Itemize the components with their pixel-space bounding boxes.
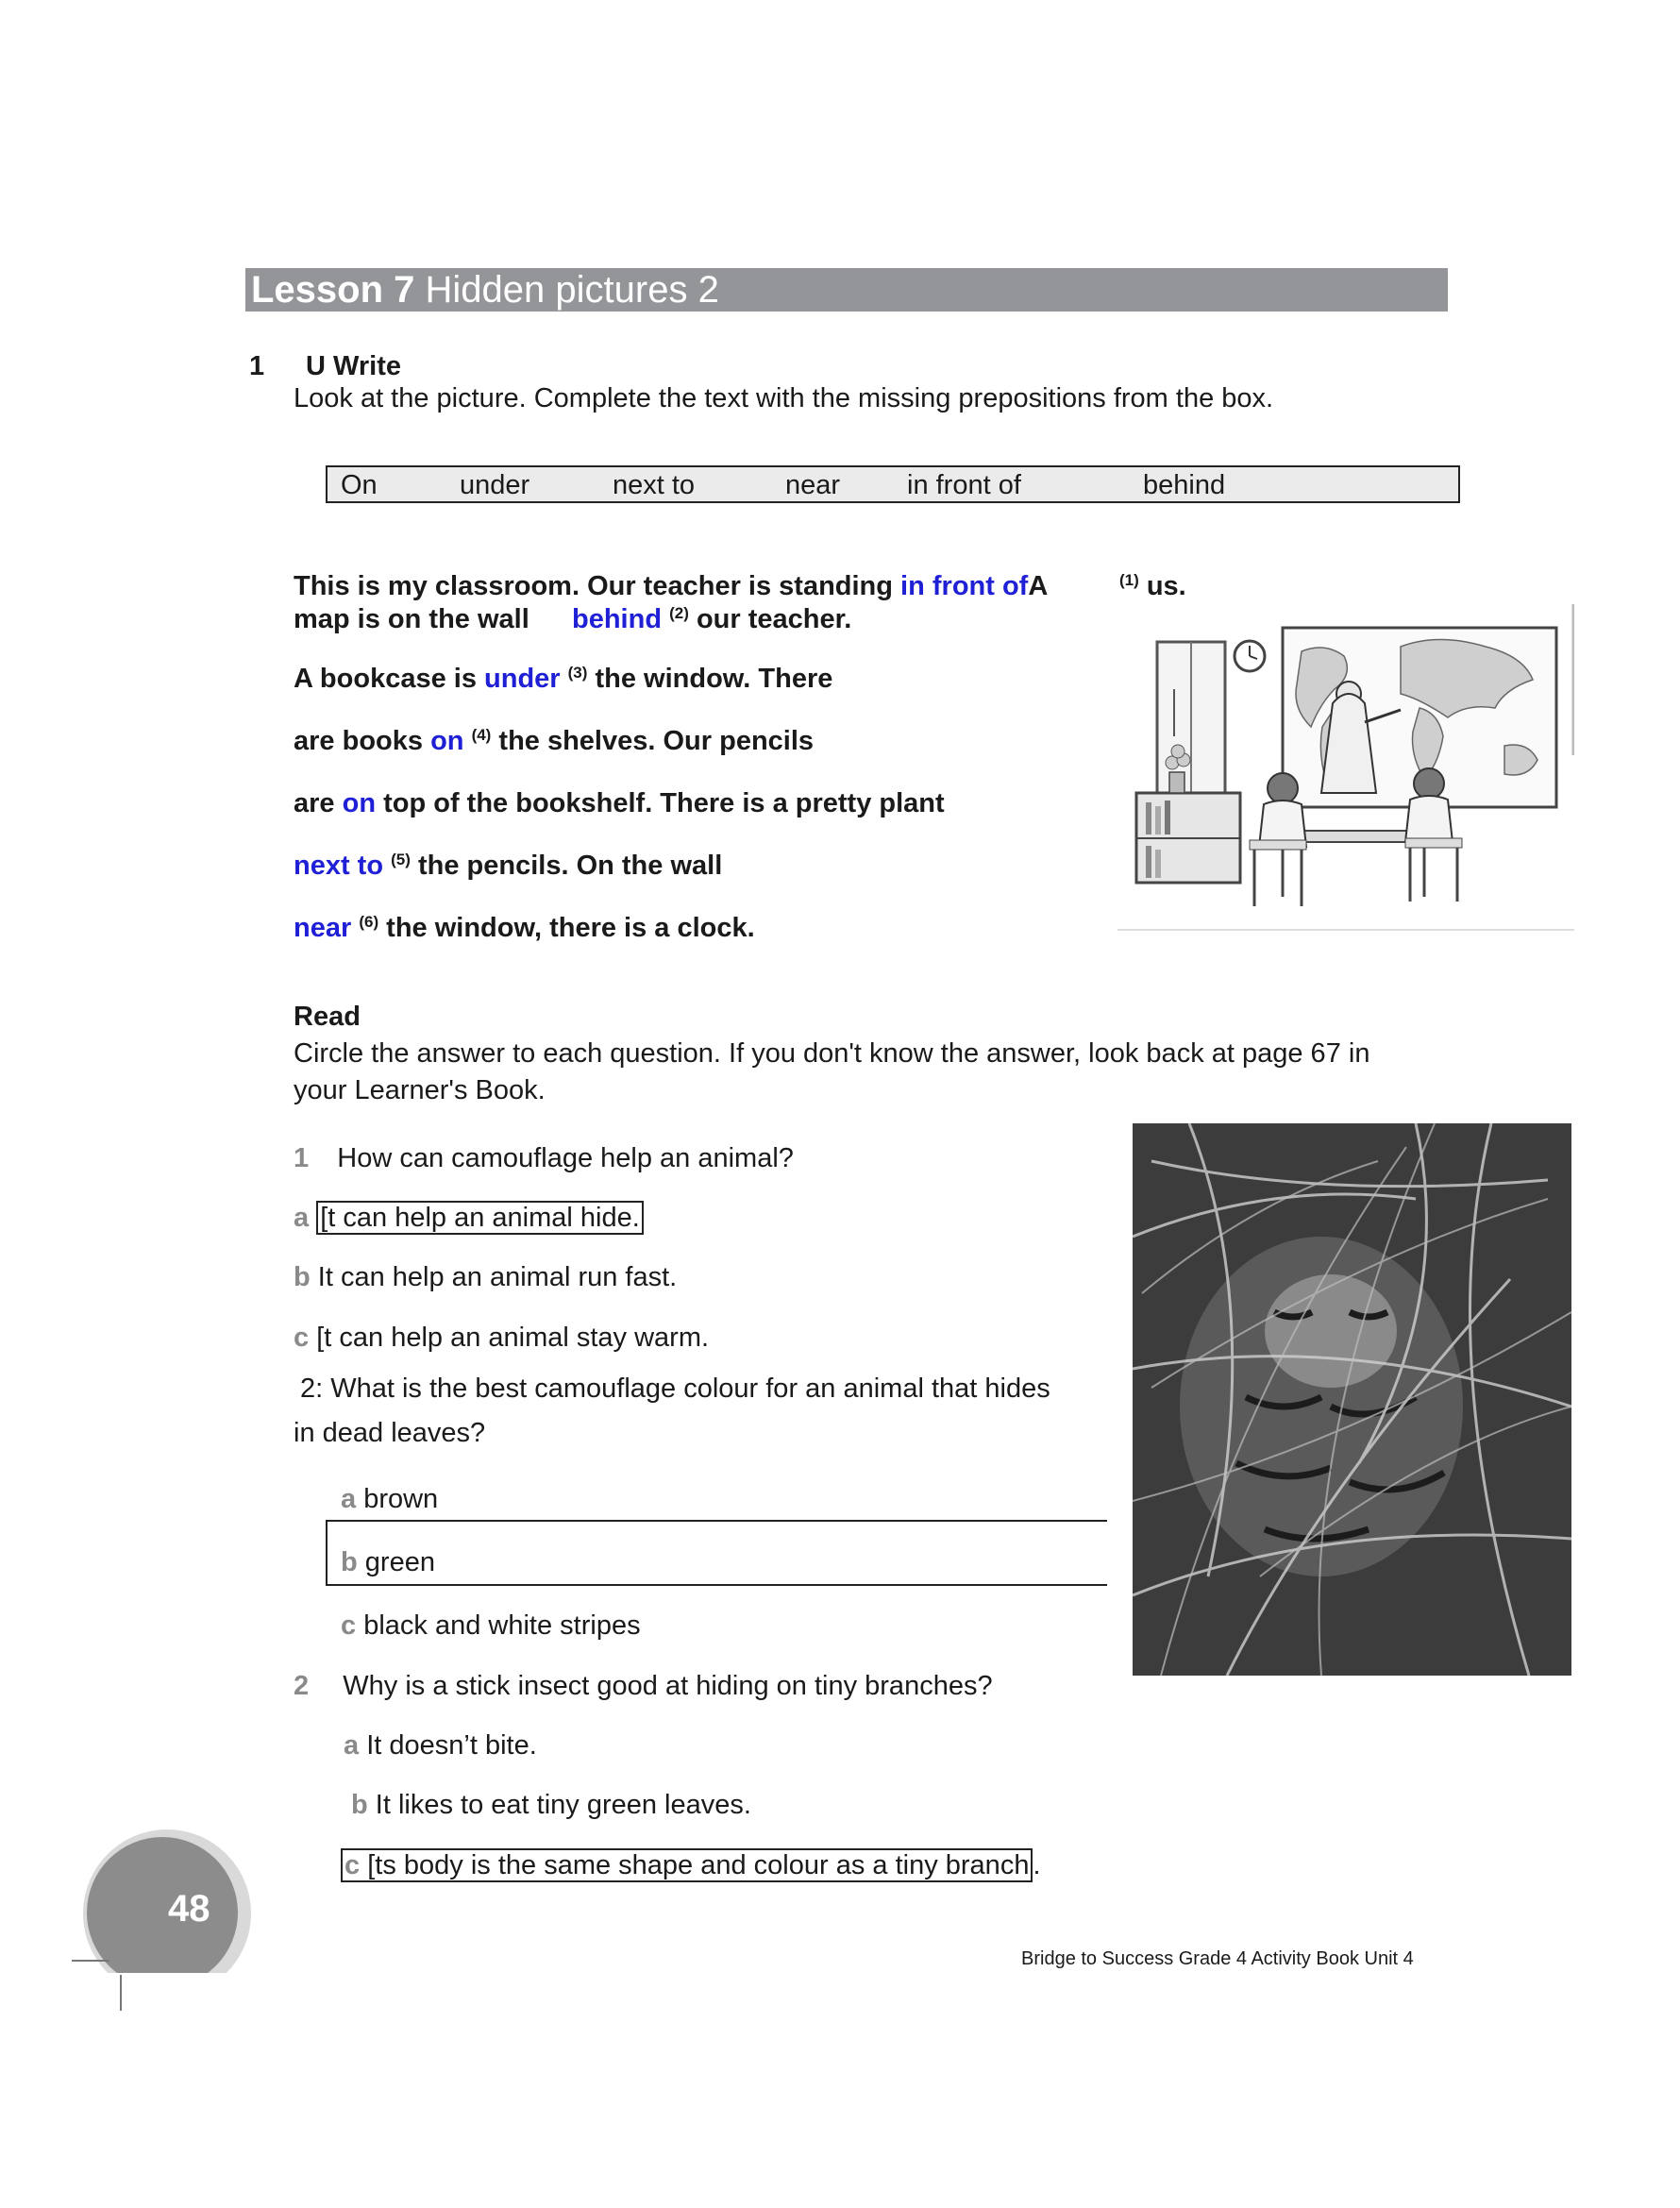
classroom-illustration bbox=[1117, 604, 1574, 931]
read-instruction-line-1: Circle the answer to each question. If you don't know the answer, look back at page 67 in bbox=[294, 1038, 1370, 1069]
word-box-item: On bbox=[341, 470, 378, 500]
q2-option-c[interactable] bbox=[341, 1848, 1041, 1882]
answer-2: behind bbox=[572, 604, 663, 634]
option-letter: c bbox=[341, 1610, 357, 1641]
word-box-item: near bbox=[785, 470, 841, 500]
option-letter: c bbox=[294, 1323, 310, 1353]
question-text: Why is a stick insect good at hiding on tiny branches? bbox=[343, 1671, 993, 1701]
word-box-item: under bbox=[460, 470, 530, 500]
crop-mark bbox=[72, 1960, 109, 1962]
lesson-number: Lesson 7 bbox=[251, 269, 415, 311]
q1-option-c[interactable] bbox=[294, 1321, 709, 1355]
tiger-in-grass-photo bbox=[1133, 1123, 1571, 1676]
option-letter: b bbox=[351, 1790, 368, 1820]
text-segment: map is on the wall bbox=[294, 604, 529, 634]
q1-option-a[interactable] bbox=[294, 1201, 644, 1235]
q1b-option-b[interactable] bbox=[341, 1545, 435, 1579]
page-number-badge-inner bbox=[87, 1837, 238, 1988]
circled-answer-box bbox=[326, 1520, 1107, 1586]
exercise-number: 1 bbox=[249, 351, 265, 381]
text-segment: A bookcase is bbox=[294, 664, 485, 694]
question-1 bbox=[294, 1141, 794, 1175]
answer-1: in front of bbox=[900, 571, 1029, 601]
q2-option-a[interactable] bbox=[344, 1728, 537, 1762]
q2-option-b[interactable] bbox=[351, 1788, 751, 1822]
q1b-option-c[interactable] bbox=[341, 1609, 641, 1643]
circled-answer: [t can help an animal hide. bbox=[316, 1201, 644, 1235]
option-text: It doesn’t bite. bbox=[366, 1730, 537, 1761]
word-box-item: behind bbox=[1143, 470, 1226, 500]
q1b-option-a[interactable] bbox=[341, 1482, 438, 1516]
text-line-4 bbox=[294, 724, 814, 758]
blank-number: (2) bbox=[669, 604, 689, 622]
blank-number: (3) bbox=[567, 664, 588, 682]
option-letter: a bbox=[341, 1484, 357, 1514]
text-segment: are bbox=[294, 788, 343, 818]
blank-number: (1) bbox=[1119, 571, 1139, 589]
circled-answer bbox=[341, 1848, 1033, 1882]
option-letter: a bbox=[344, 1730, 360, 1761]
answer-7: near bbox=[294, 913, 352, 943]
option-letter: a bbox=[294, 1203, 310, 1233]
text-segment: the pencils. On the wall bbox=[417, 851, 723, 881]
lesson-title-bar bbox=[245, 268, 1448, 312]
option-text: It can help an animal run fast. bbox=[317, 1262, 678, 1292]
word-box bbox=[326, 465, 1460, 503]
answer-6: next to bbox=[294, 851, 384, 881]
blank-number: (6) bbox=[359, 913, 379, 931]
text-line-6 bbox=[294, 849, 722, 883]
option-letter: b bbox=[341, 1547, 358, 1577]
option-letter: c bbox=[344, 1850, 361, 1880]
answer-5: on bbox=[342, 788, 377, 818]
question-3 bbox=[294, 1669, 993, 1703]
word-box-item: next to bbox=[613, 470, 696, 500]
text-segment: the window, there is a clock. bbox=[386, 913, 755, 943]
badge-cutoff bbox=[83, 1973, 259, 2001]
option-text: black and white stripes bbox=[363, 1610, 641, 1641]
exercise-heading: U Write bbox=[306, 351, 401, 381]
crop-mark bbox=[120, 1975, 122, 2011]
text-line-5 bbox=[294, 786, 945, 820]
answer-3: under bbox=[484, 664, 561, 694]
option-text: [t can help an animal stay warm. bbox=[316, 1323, 710, 1353]
read-heading: Read bbox=[294, 1002, 361, 1032]
text-line-3 bbox=[294, 662, 832, 696]
question-number: 2 bbox=[294, 1671, 310, 1701]
text-line-1 bbox=[294, 569, 1048, 603]
answer-4: on bbox=[430, 726, 464, 756]
option-text: brown bbox=[363, 1484, 439, 1514]
blank-number: (4) bbox=[471, 726, 492, 744]
page-number: 48 bbox=[168, 1888, 210, 1930]
text-segment: top of the bookshelf. There is a pretty plant bbox=[383, 788, 945, 818]
footer-text: Bridge to Success Grade 4 Activity Book Unit 4 bbox=[1021, 1948, 1414, 1969]
q1-option-b[interactable] bbox=[294, 1260, 677, 1294]
blank-number: (5) bbox=[391, 851, 411, 868]
exercise-instruction: Look at the picture. Complete the text with the missing prepositions from the box. bbox=[294, 383, 1274, 413]
option-text: green bbox=[364, 1547, 435, 1577]
question-2-line-1: 2: What is the best camouflage colour for an animal that hides bbox=[300, 1374, 1050, 1404]
text-segment: A bbox=[1028, 571, 1049, 601]
text-segment: are books bbox=[294, 726, 431, 756]
text-segment: This is my classroom. Our teacher is standing bbox=[294, 571, 901, 601]
text-line-2 bbox=[294, 602, 529, 636]
read-instruction-line-2: your Learner's Book. bbox=[294, 1075, 546, 1105]
text-line-7 bbox=[294, 911, 755, 945]
text-segment: the shelves. Our pencils bbox=[498, 726, 815, 756]
question-number: 1 bbox=[294, 1143, 310, 1173]
text-segment: us. bbox=[1146, 571, 1186, 601]
text-line-1-end bbox=[1119, 569, 1186, 603]
option-text: [ts body is the same shape and colour as a tiny branch bbox=[367, 1850, 1030, 1880]
option-end: . bbox=[1033, 1850, 1041, 1880]
question-text: How can camouflage help an animal? bbox=[337, 1143, 794, 1173]
option-text: It likes to eat tiny green leaves. bbox=[375, 1790, 751, 1820]
word-box-item: in front of bbox=[907, 470, 1021, 500]
text-line-2-answer bbox=[572, 602, 851, 636]
text-segment: the window. There bbox=[595, 664, 833, 694]
question-2-line-2: in dead leaves? bbox=[294, 1418, 486, 1448]
option-letter: b bbox=[294, 1262, 311, 1292]
text-segment: our teacher. bbox=[696, 604, 852, 634]
lesson-name: Hidden pictures 2 bbox=[425, 269, 719, 311]
